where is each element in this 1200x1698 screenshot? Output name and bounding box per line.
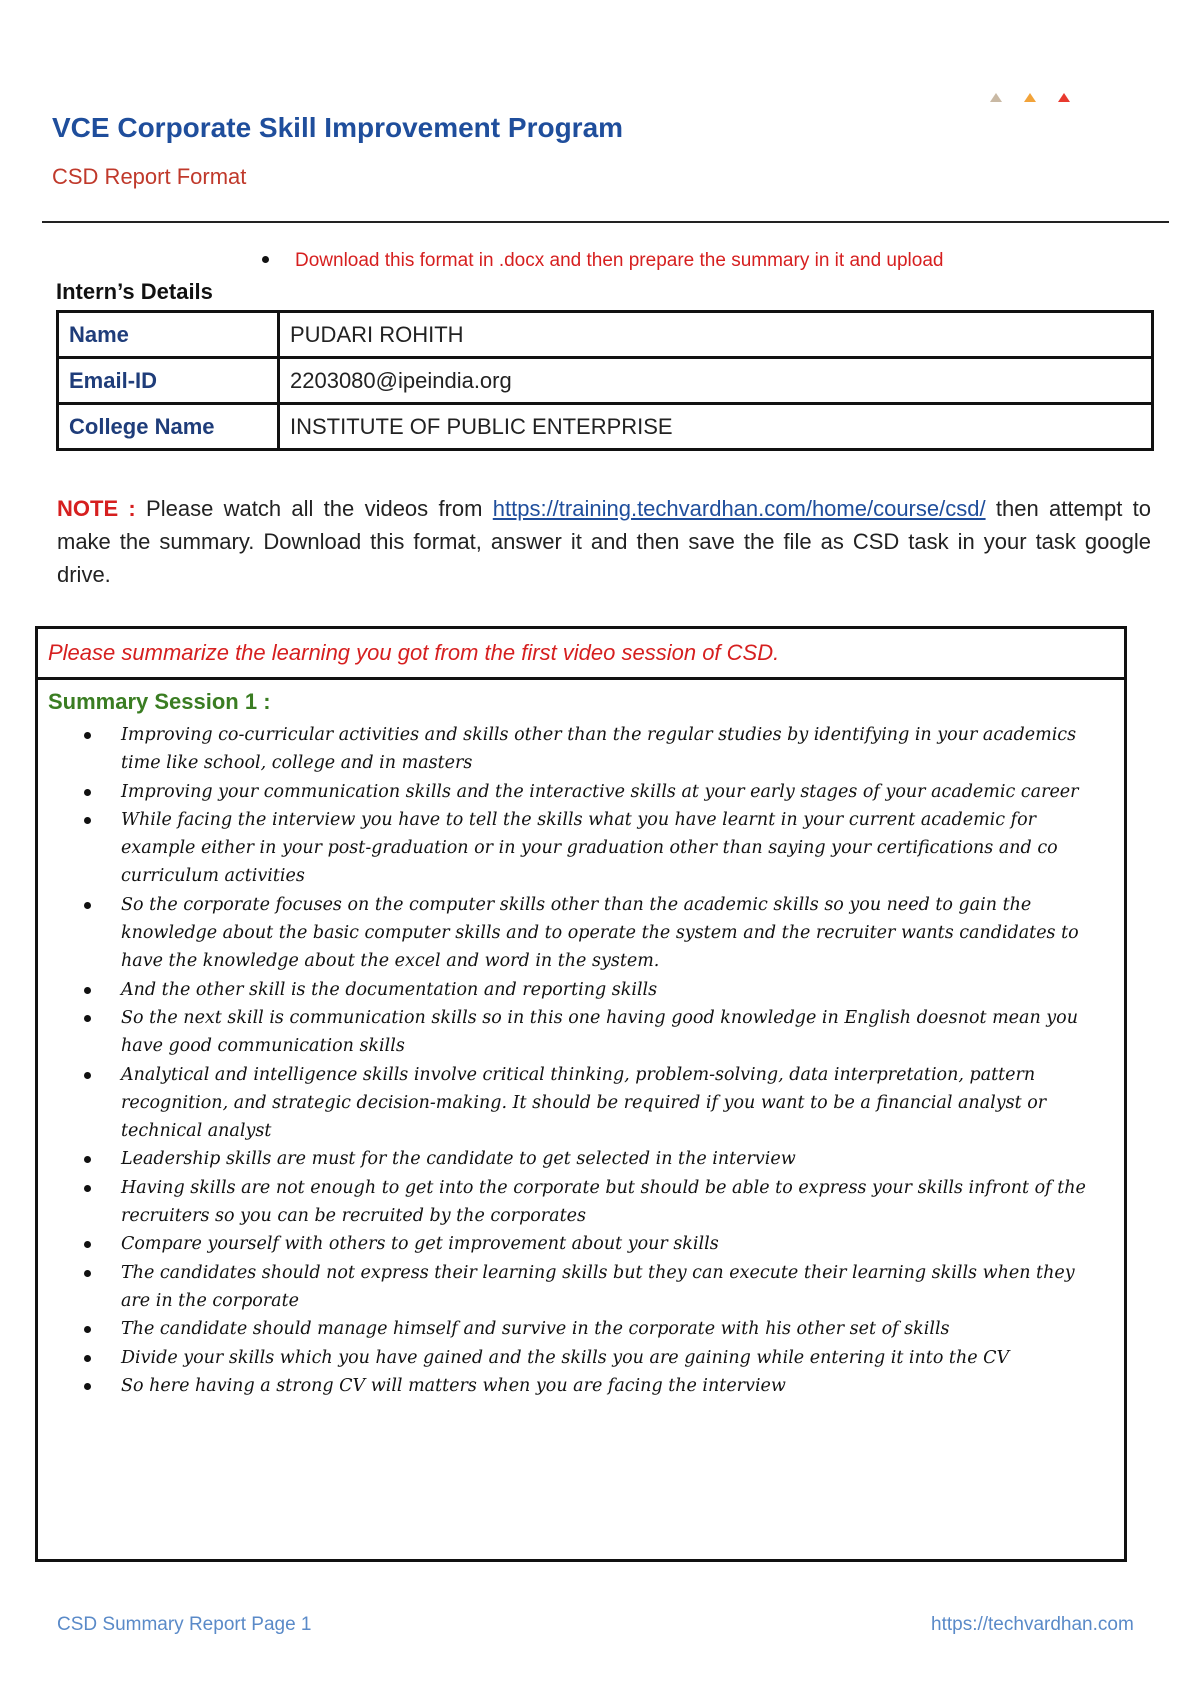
list-item: Divide your skills which you have gained and the skills you are gaining while entering it into the CV — [38, 1344, 1118, 1372]
list-item: So here having a strong CV will matters when you are facing the interview — [38, 1372, 1118, 1400]
email-value: 2203080@ipeindia.org — [279, 358, 1153, 404]
note-text-before: Please watch all the videos from — [135, 496, 493, 521]
page-title: VCE Corporate Skill Improvement Program — [52, 112, 624, 143]
footer-page-label: CSD Summary Report Page 1 — [57, 1614, 312, 1635]
list-item: Analytical and intelligence skills involve critical thinking, problem-solving, data interpretation, pattern recognition, and strategic decision-making. It should be required if you want to be a financial analyst or technical analyst — [38, 1061, 1118, 1146]
note-text-after: then attempt to make the summary. Download this format, answer it and then save the file as CSD task in your task google drive. — [57, 496, 1152, 587]
college-label: College Name — [58, 404, 279, 450]
list-item: Compare yourself with others to get improvement about your skills — [38, 1230, 1118, 1258]
list-item: So the corporate focuses on the computer skills other than the academic skills so you need to gain the knowledge about the basic computer skills and to operate the system and the recruiter wants candidates to have the knowledge about the excel and word in the system. — [38, 891, 1118, 976]
list-item: Having skills are not enough to get into the corporate but should be able to express your skills infront of the recruiters so you can be recruited by the corporates — [38, 1174, 1118, 1231]
interns-details-table — [56, 310, 1154, 451]
header-divider — [42, 221, 1169, 223]
summary-list — [38, 721, 1118, 1400]
table-row — [58, 358, 1153, 404]
note-paragraph — [57, 492, 1151, 591]
logo-triangle-1 — [990, 93, 1002, 102]
name-label: Name — [58, 312, 279, 358]
name-value: PUDARI ROHITH — [279, 312, 1153, 358]
list-item: The candidate should manage himself and survive in the corporate with his other set of skills — [38, 1315, 1118, 1343]
list-item: While facing the interview you have to tell the skills what you have learnt in your current academic for example either in your post-graduation or in your graduation other than saying your certifications and co curriculum activities — [38, 806, 1118, 891]
email-label: Email-ID — [58, 358, 279, 404]
footer-website-link[interactable]: https://techvardhan.com — [931, 1614, 1134, 1635]
logo-triangle-2 — [1024, 93, 1036, 102]
table-row — [58, 404, 1153, 450]
summary-box — [35, 626, 1127, 1562]
list-item: And the other skill is the documentation and reporting skills — [38, 976, 1118, 1004]
logo-triangle-3 — [1058, 93, 1070, 102]
course-link[interactable]: https://training.techvardhan.com/home/course/csd/ — [492, 496, 986, 521]
list-item: Leadership skills are must for the candidate to get selected in the interview — [38, 1145, 1118, 1173]
list-item: So the next skill is communication skills so in this one having good knowledge in English doesnot mean you have good communication skills — [38, 1004, 1118, 1061]
bullet-icon — [262, 256, 269, 263]
instruction-text: Download this format in .docx and then prepare the summary in it and upload — [295, 250, 944, 271]
summary-session-title: Summary Session 1 : — [48, 689, 271, 714]
list-item: The candidates should not express their learning skills but they can execute their learning skills when they are in the corporate — [38, 1259, 1118, 1316]
list-item: Improving your communication skills and the interactive skills at your early stages of your academic career — [38, 778, 1118, 806]
logo-triangles — [990, 90, 1080, 104]
summary-prompt: Please summarize the learning you got from the first video session of CSD. — [48, 640, 780, 665]
interns-details-heading: Intern’s Details — [56, 279, 213, 304]
page-subtitle: CSD Report Format — [52, 164, 247, 189]
summary-prompt-row — [38, 629, 1124, 680]
table-row — [58, 312, 1153, 358]
list-item: Improving co-curricular activities and skills other than the regular studies by identifying in your academics time like school, college and in masters — [38, 721, 1118, 778]
note-label: NOTE : — [57, 496, 136, 521]
college-value: INSTITUTE OF PUBLIC ENTERPRISE — [279, 404, 1153, 450]
